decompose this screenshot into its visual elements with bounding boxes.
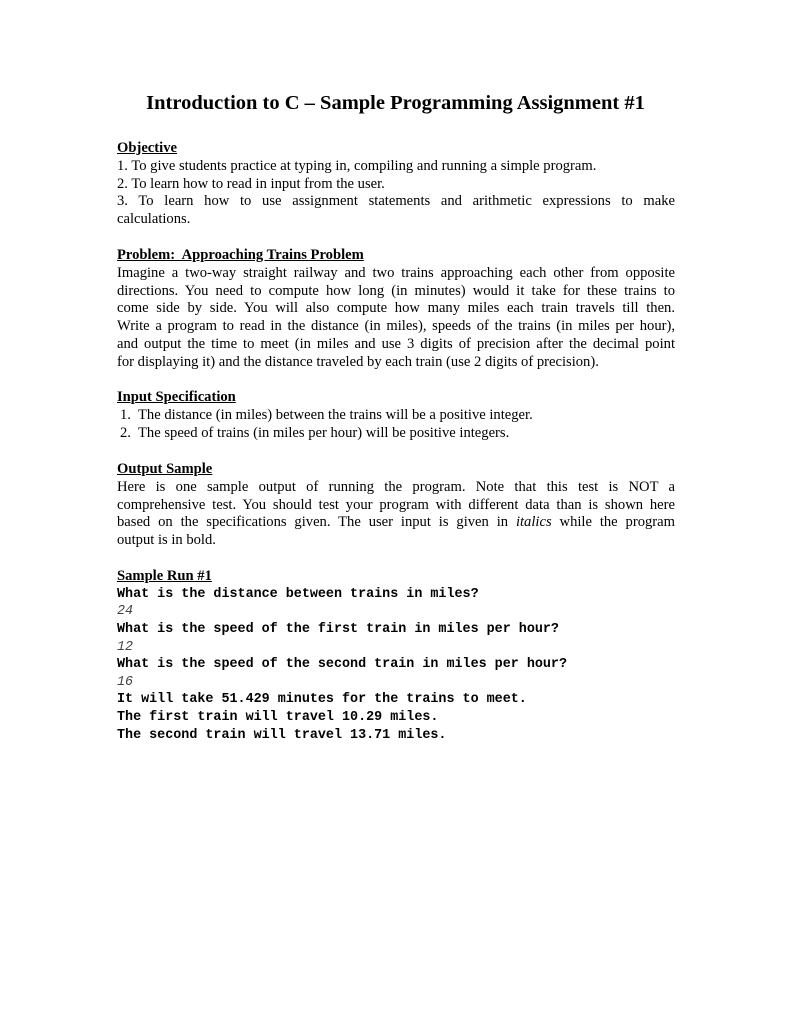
program-output-line: What is the speed of the first train in miles per hour? bbox=[117, 621, 559, 637]
output-sample-line: comprehensive test. You should test your program with different data than is shown here bbox=[117, 496, 675, 513]
program-output-line: The first train will travel 10.29 miles. bbox=[117, 709, 439, 725]
output-sample-line: output is in bold. bbox=[117, 532, 216, 549]
sample-run-section bbox=[117, 568, 675, 744]
input-spec-section bbox=[117, 389, 675, 442]
output-sample-line: Here is one sample output of running the program. Note that this test is NOT a bbox=[117, 478, 675, 495]
program-output-line: What is the speed of the second train in miles per hour? bbox=[117, 657, 567, 673]
document-title: Introduction to C – Sample Programming Assignment #1 bbox=[146, 92, 645, 114]
problem-line: come side by side. You will also compute how many miles each train travels till then. bbox=[117, 300, 675, 317]
italic-word: italics bbox=[515, 514, 552, 531]
sample-run-console bbox=[117, 586, 675, 744]
input-spec-item: 1. The distance (in miles) between the trains will be a positive integer. bbox=[120, 406, 533, 423]
output-sample-line: based on the specifications given. The user input is given in italics while the program bbox=[117, 514, 675, 531]
objective-heading: Objective bbox=[117, 140, 177, 156]
objective-item: 2. To learn how to read in input from the user. bbox=[117, 175, 385, 192]
program-output-line: What is the distance between trains in miles? bbox=[117, 586, 479, 602]
program-output-line: The second train will travel 13.71 miles. bbox=[117, 727, 447, 743]
problem-line: Imagine a two-way straight railway and two trains approaching each other from opposite bbox=[117, 264, 675, 281]
sample-run-heading: Sample Run #1 bbox=[117, 568, 212, 584]
input-spec-item: 2. The speed of trains (in miles per hour) will be positive integers. bbox=[120, 424, 510, 441]
input-spec-heading: Input Specification bbox=[117, 389, 236, 405]
objective-item-cont: calculations. bbox=[117, 211, 191, 228]
problem-line: for displaying it) and the distance traveled by each train (use 2 digits of precision). bbox=[117, 353, 599, 370]
program-output-line: It will take 51.429 minutes for the trains to meet. bbox=[117, 692, 527, 708]
problem-heading: Problem: Approaching Trains Problem bbox=[117, 247, 364, 263]
user-input-line: 16 bbox=[117, 674, 134, 690]
output-sample-heading: Output Sample bbox=[117, 461, 213, 477]
problem-line: Write a program to read in the distance (in miles), speeds of the trains (in miles per hour), bbox=[117, 318, 675, 335]
problem-line: directions. You need to compute how long (in minutes) would it take for these trains to bbox=[117, 282, 675, 299]
output-sample-section bbox=[117, 461, 675, 550]
objective-section bbox=[117, 140, 675, 229]
objective-item: 3. To learn how to use assignment statements and arithmetic expressions to make bbox=[117, 193, 675, 210]
problem-line: and output the time to meet (in miles and use 3 digits of precision after the decimal point bbox=[117, 335, 675, 352]
objective-item: 1. To give students practice at typing in, compiling and running a simple program. bbox=[117, 157, 597, 174]
user-input-line: 12 bbox=[117, 639, 134, 655]
user-input-line: 24 bbox=[117, 604, 134, 620]
problem-section bbox=[117, 247, 675, 372]
